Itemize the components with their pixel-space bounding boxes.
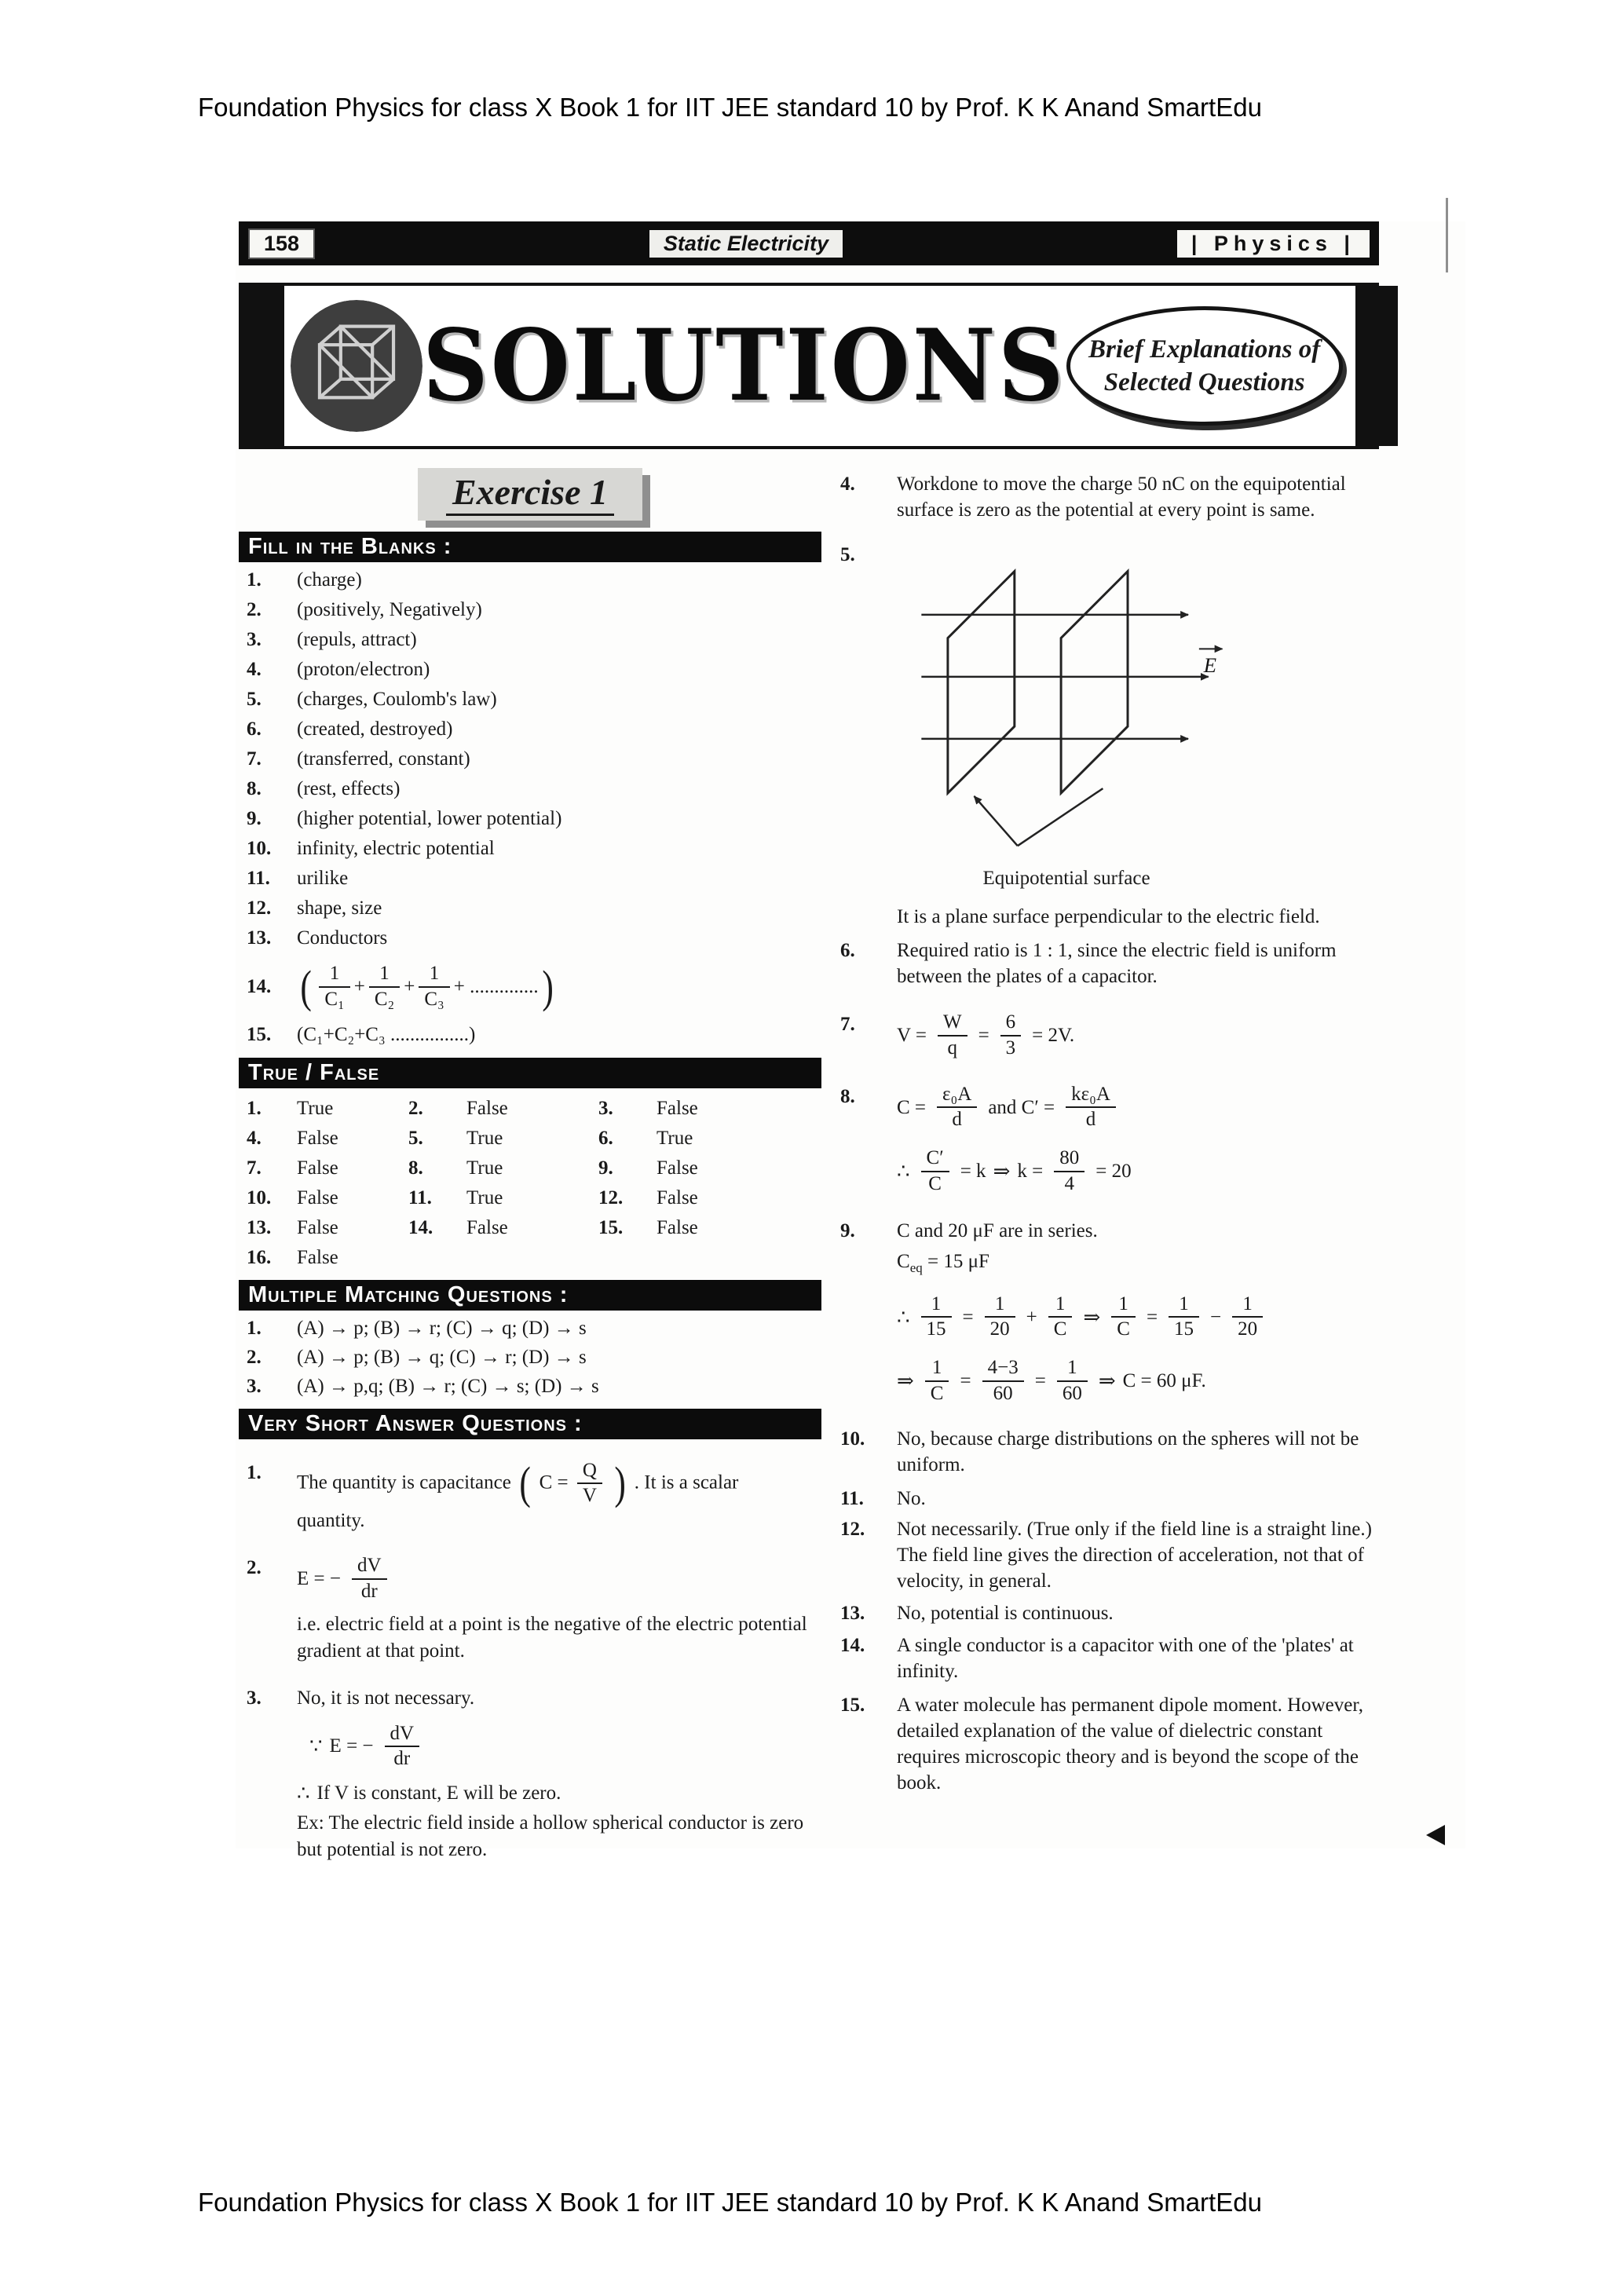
item-text: (transferred, constant) [297,748,470,770]
equation-lhs: E = − [297,1567,341,1589]
fill-blank-item [239,806,821,831]
equipotential-plane [948,572,1015,793]
fraction-denominator: 4 [1064,1172,1074,1194]
tf-number: 13. [247,1216,272,1238]
tf-value: False [657,1097,698,1119]
item-number: 13. [840,1602,865,1624]
answer-text: A single conductor is a capacitor with one of the 'plates' at infinity. [897,1634,1354,1682]
answer-text: . It is a scalar quantity. [297,1471,739,1531]
item-number: 15. [840,1694,865,1716]
answer-item-6 [840,938,1379,989]
fraction-numerator: 1 [1048,1293,1073,1318]
vsa-item-2 [239,1555,821,1665]
tf-number: 7. [247,1157,262,1179]
item-number: 7. [247,748,262,770]
tf-value: True [466,1186,503,1208]
answer-text: Ex: The electric field inside a hollow spherical conductor is zero but potential is not zero. [297,1812,804,1860]
section-heading-matching: Multiple Matching Questions : [239,1280,821,1311]
answer-text: Not necessarily. (True only if the field line is a straight line.) The field line gives the direction of acceleration, not that of velocity, in general. [897,1518,1372,1592]
tf-number: 10. [247,1186,272,1208]
answer-item-15 [840,1692,1379,1796]
fill-blank-item-14 [239,960,821,1012]
answer-text: No. [897,1487,926,1509]
fraction-denominator: 15 [926,1318,946,1340]
tf-number [598,1247,657,1269]
vsa-item-3 [239,1685,821,1864]
section-heading-vsa: Very Short Answer Questions : [239,1409,821,1439]
therefore-symbol: ∴ [897,1305,910,1329]
banner-right-bar [1355,286,1398,446]
fraction [938,1011,967,1060]
therefore-symbol: ∴ [897,1160,910,1183]
item-number: 4. [840,473,855,495]
fraction-denominator: q [947,1036,957,1058]
banner-badge [1066,306,1343,426]
answer-text: i.e. electric field at a point is the negative of the electric potential gradient at that point. [297,1613,807,1662]
fraction [419,963,449,1011]
document-footer-text: Foundation Physics for class X Book 1 for IIT JEE standard 10 by Prof. K K Anand SmartEdu [198,2188,1262,2217]
equation-rhs: C = 60 μF. [1122,1370,1206,1392]
fraction [1048,1293,1073,1342]
item-text: (A) → p; (B) → q; (C) → r; (D) → s [297,1346,587,1368]
page-corner-mark [1426,1825,1445,1845]
equation [897,1293,1374,1342]
item-number: 14. [840,1634,865,1656]
open-paren: ( [519,1457,531,1509]
tf-number: 16. [247,1246,272,1268]
equation [297,1555,810,1603]
answer-text: Required ratio is 1 : 1, since the electric field is uniform between the plates of a capacitor. [897,940,1337,987]
badge-line2: Selected Questions [1103,368,1305,397]
item-number: 3. [247,1375,262,1397]
exercise-title [418,468,642,521]
item-number: 3. [247,1687,262,1709]
matching-item [239,1318,821,1340]
item-text: shape, size [297,898,382,919]
tf-value [466,1247,598,1269]
equation-mid: and C′ = [988,1096,1055,1118]
equation-lhs: V = [897,1025,927,1047]
answer-text: A water molecule has permanent dipole moment. However, detailed explanation of the value of dielectric constant requires microscopic theory and is beyond the scope of the book. [897,1694,1363,1793]
fraction-numerator: 1 [1111,1293,1136,1318]
equation-mid: k = [1017,1161,1044,1183]
equipotential-diagram [894,547,1239,891]
fraction-numerator: dV [385,1723,420,1748]
fill-blank-item [239,657,821,682]
tf-number: 6. [598,1127,613,1149]
item-number: 2. [247,1346,262,1368]
item-text: (created, destroyed) [297,718,453,740]
tf-value: False [466,1097,508,1119]
fraction-numerator: Q [577,1460,602,1485]
document-header-text: Foundation Physics for class X Book 1 for IIT JEE standard 10 by Prof. K K Anand SmartEdu [198,93,1262,122]
scanned-page [236,221,1465,1860]
fraction [921,1147,949,1196]
item-text: infinity, electric potential [297,838,495,859]
operator: − [1210,1306,1222,1328]
answer-item-12 [840,1516,1379,1594]
fraction [385,1723,420,1771]
equation-lhs: C = [897,1096,927,1118]
diagram-caption: Equipotential surface [982,868,1150,889]
fill-blank-item [239,836,821,861]
answer-item-7 [840,1011,1379,1060]
answer-text: No, potential is continuous. [897,1602,1114,1624]
item-text: (repuls, attract) [297,629,417,650]
item-number: 9. [840,1219,855,1241]
answer-item-13 [840,1600,1379,1626]
exercise-title-text: Exercise 1 [446,472,614,516]
item-number: 8. [840,1085,855,1107]
fill-blank-item [239,866,821,890]
tf-value: False [297,1246,338,1268]
equipotential-diagram-svg [894,547,1239,857]
equation [309,1723,810,1771]
operator: + [353,975,365,997]
item-number: 12. [840,1518,865,1540]
answer-line [297,1780,810,1807]
answer-text: It is a plane surface perpendicular to the electric field. [897,906,1320,927]
cube-photo-icon [291,300,422,432]
equals: = [978,1025,989,1047]
item-text: (A) → p; (B) → r; (C) → q; (D) → s [297,1317,587,1339]
tf-value: True [297,1097,334,1119]
answer-text: C and 20 μF are in series. [897,1219,1098,1241]
tf-value: False [297,1216,338,1238]
fill-blank-item-15 [239,1022,821,1047]
matching-item [239,1376,821,1398]
content-columns [239,449,1379,1863]
equation [897,1147,1374,1196]
fraction [1111,1293,1136,1342]
symbol-c: C [897,1250,910,1272]
tf-value: False [297,1186,338,1208]
fraction-numerator: 1 [925,1357,949,1382]
equation-lhs: C = [539,1471,569,1493]
fraction-denominator: C [930,1382,944,1404]
tf-number: 15. [598,1216,624,1238]
fill-blank-item [239,926,821,950]
fraction [985,1293,1015,1342]
fraction-numerator: kε₀A [1066,1084,1116,1109]
answer-item-9 [840,1218,1379,1406]
answer-text: Workdone to move the charge 50 nC on the equipotential surface is zero as the potential at every point is same. [897,473,1346,521]
tf-number [408,1247,466,1269]
operator: + [1026,1306,1037,1328]
vsa-answer [897,542,1379,930]
equation [897,1357,1374,1406]
fraction-denominator: C₂ [374,988,395,1010]
e-field-label: E [1203,653,1217,677]
answer-item-11 [840,1486,1379,1512]
fraction [1066,1084,1116,1132]
tf-value: True [466,1157,503,1179]
item-number: 1. [247,569,262,590]
item-number: 10. [840,1428,865,1450]
because-symbol: ∵ [309,1735,323,1758]
fraction [1000,1011,1022,1060]
scan-edge-artifact [1446,198,1448,272]
tf-number: 3. [598,1097,613,1119]
tf-number: 12. [598,1186,624,1208]
fraction-numerator: 1 [419,963,449,988]
item-number: 11. [247,868,270,889]
fraction-numerator: 1 [369,963,400,988]
equation-lhs: E = − [329,1735,374,1757]
fraction-numerator: dV [352,1555,387,1580]
item-number: 6. [840,940,855,961]
fill-blank-item [239,568,821,592]
item-number: 15. [247,1023,272,1045]
equation [897,1084,1374,1132]
operator: + [404,975,415,997]
left-column [239,449,821,1863]
vsa-answer [297,1685,821,1864]
tf-value: False [657,1157,698,1179]
fraction-denominator: 60 [993,1382,1013,1404]
item-number: 2. [247,1557,262,1578]
fraction-denominator: 20 [1238,1318,1258,1340]
fraction-denominator: C [1053,1318,1067,1340]
fraction-numerator: 1 [985,1293,1015,1318]
subject-label: | Physics | [1177,230,1370,258]
fill-blank-item [239,777,821,801]
page-number: 158 [248,229,315,259]
fraction [1057,1357,1088,1406]
tf-value [657,1247,821,1269]
equals: = k [960,1161,986,1183]
equation-rhs: = 20 [1095,1161,1132,1183]
vsa-answer [297,1457,821,1535]
answer-item-14 [840,1632,1379,1684]
tf-number: 14. [408,1216,433,1238]
fill-blank-item [239,598,821,622]
item-number: 14. [247,975,272,997]
fill-blank-item [239,717,821,741]
answer-item-8 [840,1084,1379,1196]
fraction [319,963,349,1011]
equation-rhs: = 2V. [1032,1025,1075,1047]
fraction [1054,1147,1084,1196]
item-text: (C₁+C₂+C₃ ................) [297,1023,476,1045]
item-number: 6. [247,718,262,740]
fraction-denominator: d [1085,1109,1096,1131]
fraction [1169,1293,1199,1342]
vsa-item-1 [239,1457,821,1535]
equation [897,1249,1374,1281]
tf-number: 4. [247,1127,262,1149]
fraction-denominator: dr [360,1580,378,1602]
implies-arrow: ⇒ [1083,1305,1101,1329]
fraction-numerator: 1 [1057,1357,1088,1382]
item-text: (A) → p,q; (B) → r; (C) → s; (D) → s [297,1375,599,1397]
banner-left-bar [242,286,284,446]
fraction [925,1357,949,1406]
tf-number: 2. [408,1097,423,1119]
tf-value: False [297,1127,338,1149]
item-number: 4. [247,659,262,680]
equals: = [1146,1306,1158,1328]
fraction-denominator: dr [393,1748,411,1770]
item-text: urilike [297,868,349,889]
equipotential-plane [1061,572,1128,793]
open-paren: ( [300,960,312,1012]
badge-line1: Brief Explanations of [1088,335,1321,364]
true-false-grid [239,1098,821,1269]
page-header-bar [239,221,1379,265]
fraction-denominator: C [1117,1318,1130,1340]
tf-number: 8. [408,1157,423,1179]
item-text: (higher potential, lower potential) [297,808,562,829]
equals: = [960,1370,971,1392]
item-number: 2. [247,599,262,620]
item-number: 1. [247,1461,262,1483]
fraction-numerator: C′ [921,1147,949,1172]
right-column [821,449,1379,1863]
tf-value: True [657,1127,693,1149]
fill-blank-item [239,896,821,920]
section-heading-true-false: True / False [239,1058,821,1088]
item-text: (charges, Coulomb's law) [297,689,497,710]
vsa-answer [297,1555,821,1665]
fraction-denominator: 20 [989,1318,1010,1340]
tf-value: False [657,1186,698,1208]
tf-number: 9. [598,1157,613,1179]
ellipsis: + .............. [453,975,539,997]
tf-number: 5. [408,1127,423,1149]
implies-arrow: ⇒ [993,1160,1011,1183]
close-paren: ) [541,960,554,1012]
section-heading-fill-blanks: Fill in the Blanks : [239,532,821,562]
equation-rhs: = 15 μF [922,1250,989,1272]
therefore-symbol: ∴ [297,1782,310,1804]
item-text: (positively, Negatively) [297,599,482,620]
fraction-denominator: C₁ [324,988,345,1010]
tf-value: False [466,1216,508,1238]
fraction-numerator: 4−3 [982,1357,1024,1382]
symbol-c-subscript: eq [909,1260,923,1275]
fraction [982,1357,1024,1406]
item-number: 9. [247,808,262,829]
answer-item-10 [840,1426,1379,1478]
fraction-numerator: 1 [319,963,349,988]
fraction [352,1555,387,1603]
fraction-numerator: 1 [921,1293,952,1318]
fraction-denominator: 15 [1174,1318,1194,1340]
item-text: (rest, effects) [297,778,401,799]
item-number: 13. [247,927,272,949]
fill-blank-item [239,627,821,652]
answer-text: No, because charge distributions on the spheres will not be uniform. [897,1428,1359,1475]
fill-blank-item [239,747,821,771]
implies-arrow: ⇒ [1098,1369,1116,1393]
answer-item-5 [840,542,1379,930]
answer-text: The quantity is capacitance [297,1471,511,1493]
leader-line [1018,788,1103,846]
chapter-title: Static Electricity [649,230,843,258]
answer-item-4 [840,471,1379,523]
item-number: 10. [247,838,272,859]
item-number: 8. [247,778,262,799]
item-number: 7. [840,1014,855,1035]
cube-icon [291,300,422,432]
item-text: (proton/electron) [297,659,430,680]
tf-number: 11. [408,1186,432,1208]
fraction [1232,1293,1263,1342]
fraction-numerator: 1 [1169,1293,1199,1318]
matching-item [239,1347,821,1369]
item-number: 11. [840,1487,864,1509]
equals: = [1034,1370,1046,1392]
fraction-denominator: 60 [1062,1382,1082,1404]
fraction [369,963,400,1011]
fraction-numerator: 80 [1054,1147,1084,1172]
tf-number: 1. [247,1097,262,1119]
fraction-numerator: 1 [1232,1293,1263,1318]
fraction-numerator: ε₀A [937,1084,977,1109]
equation [897,1011,1374,1060]
fraction-denominator: d [952,1109,962,1131]
item-text: (charge) [297,569,362,590]
answer-text: No, it is not necessary. [297,1687,475,1709]
equals: = [962,1306,974,1328]
solutions-banner [239,283,1379,449]
fill-blank-item [239,687,821,711]
implies-arrow: ⇒ [897,1369,914,1393]
fraction-numerator: 6 [1000,1011,1022,1036]
item-number: 3. [247,629,262,650]
tf-value: False [297,1157,338,1179]
item-number: 5. [247,689,262,710]
fraction-denominator: C [928,1172,942,1194]
item-number: 1. [247,1317,262,1339]
fraction [577,1460,602,1508]
fraction-denominator: V [582,1485,597,1507]
fraction [921,1293,952,1342]
item-number: 5. [840,544,855,565]
answer-text: If V is constant, E will be zero. [316,1782,561,1804]
fraction-denominator: 3 [1005,1036,1016,1058]
leader-line [974,796,1017,846]
fraction [937,1084,977,1132]
fraction-denominator: C₃ [424,988,444,1010]
item-number: 12. [247,898,272,919]
close-paren: ) [614,1457,627,1509]
tf-value: False [657,1216,698,1238]
item-text: Conductors [297,927,388,949]
banner-title: SOLUTIONS [422,308,1066,424]
fraction-numerator: W [938,1011,967,1036]
tf-value: True [466,1127,503,1149]
